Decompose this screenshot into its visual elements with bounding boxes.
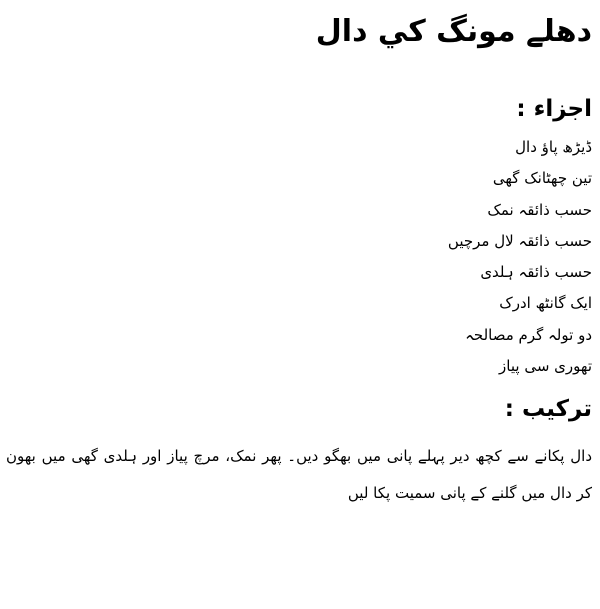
ingredient-item: تھوری سی پیاز: [499, 357, 592, 376]
ingredients-list: [6, 136, 592, 386]
method-text: دال پکانے سے کچھ دیر پہلے پانی میں بھگو دیں۔ پھر نمک، مرچ پیاز اور ہلدی گھی میں بھون کر دال میں گلنے کے پانی سمیت پکا لیں: [6, 447, 592, 503]
ingredient-item: حسب ذائقہ نمک: [487, 200, 592, 219]
ingredients-heading: اجزاء :: [516, 96, 592, 122]
method-heading: ترکیب :: [504, 396, 592, 423]
ingredient-item: دو تولہ گرم مصالحہ: [465, 325, 592, 344]
recipe-title: دهلے مونگ كي دال: [315, 14, 592, 49]
ingredient-item: حسب ذائقہ لال مرچیں: [447, 231, 592, 250]
ingredient-item: ایک گانٹھ ادرک: [499, 294, 592, 313]
ingredient-item: حسب ذائقہ ہلدی: [480, 263, 592, 282]
ingredient-item: ڈیڑھ پاؤ دال: [515, 138, 592, 156]
ingredient-item: تین چھٹانک گھی: [492, 169, 592, 188]
